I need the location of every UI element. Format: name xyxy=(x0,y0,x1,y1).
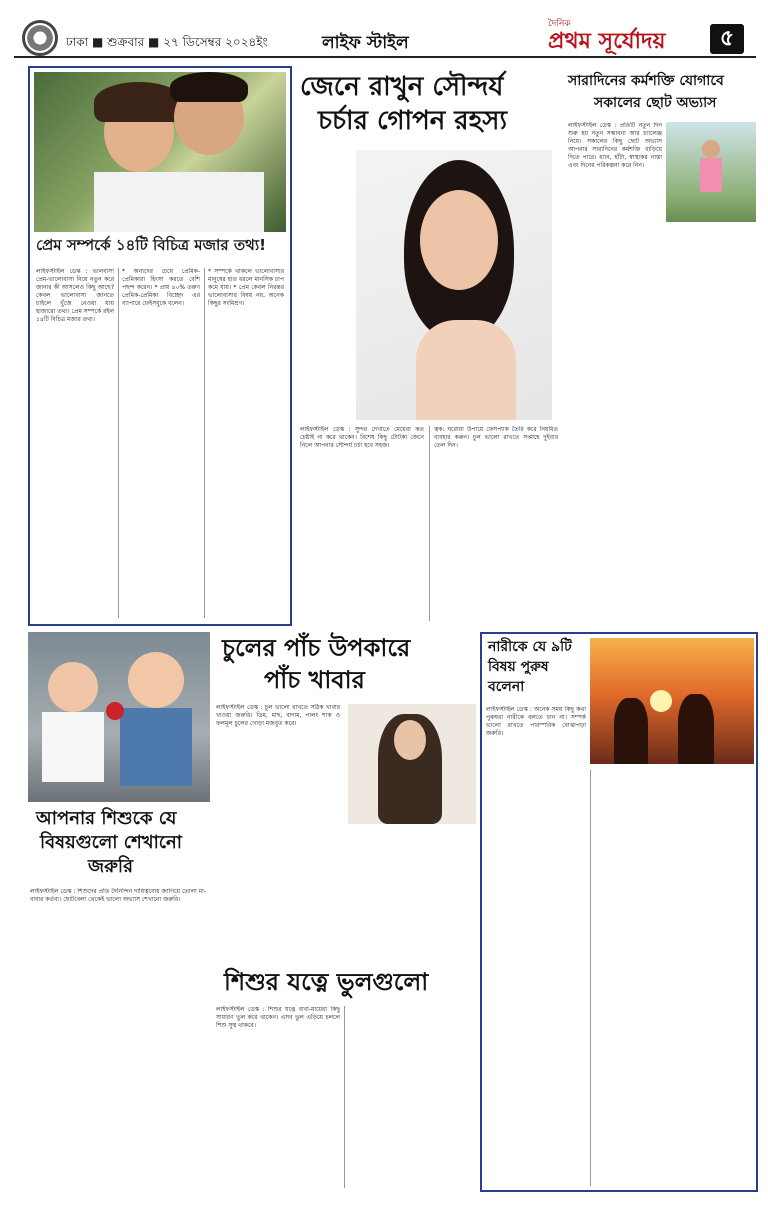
morning-body-cont xyxy=(568,226,756,621)
care-body: লাইফস্টাইল ডেস্ক : শিশুর যত্নে বাবা-মায়েরা কিছু সাধারণ ভুল করে থাকেন। এসব ভুল এড়িয়ে চললে শিশু সুস্থ থাকবে। xyxy=(216,1006,340,1029)
hair-title-line2: পাঁচ খাবার xyxy=(264,666,365,694)
care-body-cont xyxy=(350,1006,474,1188)
morning-title-line1: সারাদিনের কর্মশক্তি যোগাবে xyxy=(568,73,724,89)
child-body: লাইফস্টাইল ডেস্ক : শিশুদের প্রতি দৈনিন্দিন দায়িত্ববোধ জাগিয়ে তোলা মা-বাবার কর্তব্য। ছোটবেলা থেকেই ভালো অভ্যাস শেখানো জরুরি। xyxy=(30,888,206,903)
children-apple-photo xyxy=(28,632,210,802)
newspaper-emblem-icon xyxy=(22,20,58,56)
header-divider xyxy=(14,56,756,58)
page-header xyxy=(0,0,768,60)
morning-body: লাইফস্টাইল ডেস্ক : প্রতিটি নতুন দিন শুরু হয় নতুন সম্ভাবনা আর চ্যালেঞ্জ নিয়ে। সকালের কিছু ছোট অভ্যাস আপনার সারাদিনের কর্মশক্তি বাড়িয়ে দিতে পারে। ধ্যান, হাঁটা, স্বাস্থ্যকর নাস্তা এবং দিনের পরিকল্পনা করে নিন। xyxy=(568,122,662,169)
morning-title-line2: সকালের ছোট অভ্যাস xyxy=(594,95,717,111)
woman-portrait xyxy=(356,150,552,420)
hair-article xyxy=(214,632,478,962)
sunset-couple-photo xyxy=(590,638,754,764)
newspaper-logo xyxy=(548,20,666,53)
couple-photo xyxy=(34,72,286,232)
brand-prefix: দৈনিক xyxy=(548,19,571,29)
care-title: শিশুর যত্নে ভুলগুলো xyxy=(224,968,429,996)
hair-body-cont xyxy=(348,828,476,958)
love-col2: * অন্যদের চেয়ে প্রেমিক-প্রেমিকারা হিংসা করতে বেশি পছন্দ করেন। * প্রায় ৪০% তরুণ প্রেমিক-প্রেমিকা বিচ্ছেদ এর ব্যাপারে ফেইসবুকে বলেন। xyxy=(122,268,200,307)
women-title-line1: নারীকে যে ৯টি xyxy=(488,639,572,655)
dateline: ঢাকা ■ শুক্রবার ■ ২৭ ডিসেম্বর ২০২৪ইং xyxy=(66,35,268,49)
beauty-body1: লাইফস্টাইল ডেস্ক : সুন্দর দেখাতে মেয়েরা কত চেষ্টাই না করে থাকেন। বিশেষ কিছু টোটকা জেনে নিলে আপনার সৌন্দর্য চর্চা হবে সহজ। xyxy=(300,426,424,449)
love-col1: লাইফস্টাইল ডেস্ক : ভালবাসা প্রেম-ভালোবাসা নিয়ে নতুন করে জানার কী আসলেও কিছু আছে? কেবল ভালোবাসা জানতে চাইলে খুঁজে নেওয়া যায় হাজারো তথ্য। প্রেম সম্পর্কে রইল ১৪টি বিচিত্র মজার তথ্য। xyxy=(36,268,114,323)
hair-title-line1: চুলের পাঁচ উপকারে xyxy=(222,634,411,662)
long-hair-photo xyxy=(348,704,476,824)
jogging-woman-photo xyxy=(666,122,756,222)
love-col3: * সম্পর্কে থাকলে ভালোবাসার মানুষের হাত ধরলে মানসিক চাপ কমে যায়। * প্রেম কেবল নিরন্তর ভালোবাসার বিষয় নয়, অনেক কিছুর সংমিশ্রণ। xyxy=(208,268,284,307)
beauty-title-line1: জেনে রাখুন সৌন্দর্য xyxy=(300,72,504,102)
women-article xyxy=(480,632,758,1192)
child-article xyxy=(28,632,210,1192)
love-title: প্রেম সম্পর্কে ১৪টি বিচিত্র মজার তথ্য! xyxy=(36,236,267,254)
page-number: ৫ xyxy=(710,24,744,54)
care-article xyxy=(214,966,478,1192)
section-title: লাইফ স্টাইল xyxy=(322,33,409,53)
child-title-line1: আপনার শিশুকে যে xyxy=(36,808,177,829)
love-article xyxy=(28,66,292,626)
beauty-body2: ত্বক: ঘরোয়া উপায়ে ফেসপ্যাক তৈরি করে নিয়মিত ব্যবহার করুন। চুল ভালো রাখতে সপ্তাহে দুইবার তেল দিন। xyxy=(434,426,558,449)
child-title-line2: বিষয়গুলো শেখানো xyxy=(40,832,182,853)
child-title-line3: জরুরি xyxy=(88,856,133,877)
women-title-line2: বিষয় পুরুষ xyxy=(488,659,549,675)
women-title-line3: বলেনা xyxy=(488,679,525,695)
women-body: লাইফস্টাইল ডেস্ক : অনেক সময় কিছু কথা পুরুষরা নারীকে বলতে চান না। সম্পর্ক ভালো রাখতে পারস্পরিক বোঝাপড়া জরুরি। xyxy=(486,706,586,737)
beauty-article xyxy=(296,66,564,626)
hair-body: লাইফস্টাইল ডেস্ক : চুল ভালো রাখতে সঠিক খাবার খাওয়া জরুরি। ডিম, মাছ, বাদাম, পালং শাক ও ফলমূল চুলের গোড়া মজবুত করে। xyxy=(216,704,340,727)
morning-article xyxy=(566,66,758,626)
brand-name: প্রথম সূর্যোদয় xyxy=(548,28,666,54)
women-body-cont xyxy=(594,770,754,1186)
beauty-title-line2: চর্চার গোপন রহস্য xyxy=(318,106,507,136)
